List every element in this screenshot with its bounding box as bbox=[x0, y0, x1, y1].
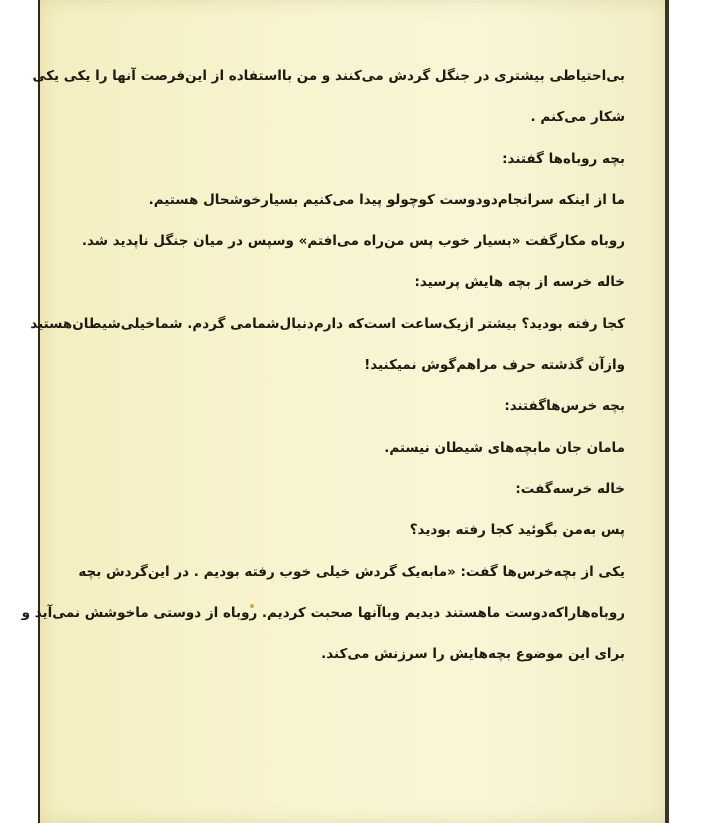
text-line: برای این موضوع بچه‌هایش را سرزنش می‌کند. bbox=[321, 646, 625, 663]
text-line: یکی از بچه‌خرس‌ها گفت: «مابه‌یک گردش خیلی خوب رفته بودیم . در این‌گردش بچه bbox=[78, 563, 625, 580]
text-line: شکار می‌کنم . bbox=[530, 109, 625, 126]
text-line: ما از اینکه سرانجام‌دودوست کوچولو پیدا می‌کنیم بسیارخوشحال هستیم. bbox=[148, 191, 625, 208]
text-line: پس به‌من بگوئید کجا رفته بودید؟ bbox=[409, 522, 625, 539]
text-line: بچه خرس‌هاگفتند: bbox=[504, 398, 625, 415]
text-line: روباه مکارگفت «بسیار خوب پس من‌راه می‌افتم» وسپس در میان جنگل ناپدید شد. bbox=[81, 233, 625, 250]
text-line: وازآن گذشته حرف مراهم‌گوش نمیکنید! bbox=[364, 357, 625, 374]
text-line: مامان جان مابچه‌های شیطان نیستم. bbox=[384, 439, 625, 456]
text-line: خاله خرسه از بچه هایش پرسید: bbox=[414, 274, 625, 291]
page-right-edge bbox=[665, 0, 669, 823]
text-line: خاله خرسه‌گفت: bbox=[515, 480, 625, 497]
text-line: روباه‌هاراکه‌دوست ماهستند دیدیم وباآنها صحبت کردیم. روباه از دوستی ماخوشش نمی‌آید و bbox=[21, 604, 625, 621]
text-line: کجا رفته بودید؟ بیشتر ازیک‌ساعت است‌که دارم‌دنبال‌شمامی گردم. شماخیلی‌شیطان‌هستید bbox=[30, 315, 625, 332]
text-line: بی‌احتیاطی بیشتری در جنگل گردش می‌کنند و من بااستفاده از این‌فرصت آنها را یکی یکی bbox=[32, 68, 625, 84]
story-text bbox=[21, 56, 625, 675]
text-line: بچه روباه‌ها گفتند: bbox=[502, 150, 625, 167]
